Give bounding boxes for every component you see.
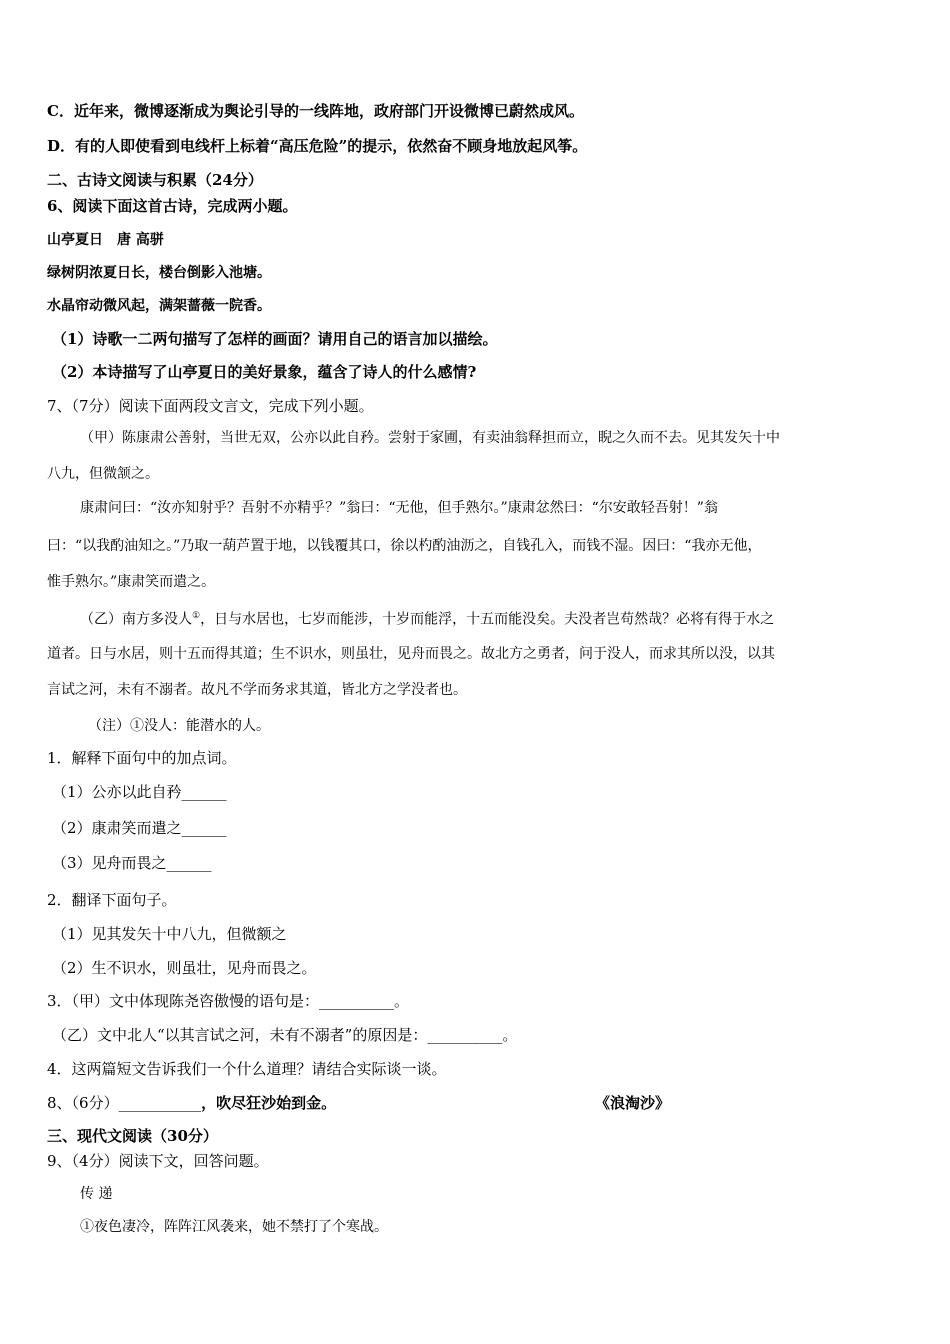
q6-prompt: 6、阅读下面这首古诗，完成两小题。	[47, 197, 298, 215]
q8-blank: ___________	[118, 1094, 202, 1112]
jia-p1-line-1: （甲）陈康肃公善射，当世无双，公亦以此自矜。尝射于家圃，有卖油翁释担而立，睨之久而不去。见其发矢十中	[80, 430, 780, 446]
jia-p2-line-3: 惟手熟尔。”康肃笑而遣之。	[47, 574, 216, 590]
yi-line-1-start: （乙）南方多没人	[80, 611, 192, 628]
q7-sub-2: 2．翻译下面句子。	[47, 891, 177, 909]
q7-sub-1: 1．解释下面句中的加点词。	[47, 749, 237, 767]
q7-sub-3b: （乙）文中北人“以其言试之河，未有不溺者”的原因是：__________。	[52, 1026, 518, 1044]
section-2-heading: 二、古诗文阅读与积累（24分）	[47, 171, 263, 189]
yi-line-1-rest: ，日与水居也，七岁而能涉，十岁而能浮，十五而能没矣。夫没者岂苟然哉？必将有得于水之	[200, 611, 775, 628]
q7-sub-2a: （1）见其发矢十中八九，但微额之	[52, 925, 287, 943]
poem-line-2: 水晶帘动微风起，满架蔷薇一院香。	[47, 298, 271, 314]
jia-p2-line-1: 康肃问曰：“汝亦知射乎？吾射不亦精乎？”翁曰：“无他，但手熟尔。”康肃忿然曰：“尔安敢轻吾射！”翁	[80, 500, 718, 516]
article-paragraph-1: ①夜色凄冷，阵阵江风袭来，她不禁打了个寒战。	[80, 1219, 388, 1235]
footnote-marker: ①	[192, 611, 201, 621]
article-title: 传 递	[80, 1186, 113, 1202]
q7-sub-3: 3．（甲）文中体现陈尧咨傲慢的语句是：__________。	[47, 992, 410, 1010]
q8-line	[47, 1093, 947, 1113]
q7-sub-1c: （3）见舟而畏之______	[52, 854, 212, 872]
jia-p2-line-2: 曰：“以我酌油知之。”乃取一葫芦置于地，以钱覆其口，徐以杓酌油沥之，自钱孔入，而钱不湿。因曰：“我亦无他，	[47, 538, 762, 554]
q7-sub-1b: （2）康肃笑而遣之______	[52, 819, 227, 837]
q8-source: 《浪淘沙》	[595, 1094, 671, 1112]
q9-prompt: 9、（4分）阅读下文，回答问题。	[47, 1152, 269, 1170]
q7-sub-2b: （2）生不识水，则虽壮，见舟而畏之。	[52, 959, 317, 977]
footnote: （注）①没人：能潜水的人。	[88, 718, 270, 734]
q8-prompt: 8、（6分）	[47, 1094, 119, 1112]
section-3-heading: 三、现代文阅读（30分）	[47, 1127, 218, 1145]
q7-sub-1a: （1）公亦以此自矜______	[52, 783, 227, 801]
option-d: D．有的人即使看到电线杆上标着“高压危险”的提示，依然奋不顾身地放起风筝。	[47, 137, 588, 155]
jia-p1-line-2: 八九，但微颔之。	[47, 466, 159, 482]
q8-verse: ，吹尽狂沙始到金。	[201, 1094, 337, 1112]
q7-prompt: 7、（7分）阅读下面两段文言文，完成下列小题。	[47, 397, 374, 415]
yi-line-1	[80, 606, 774, 630]
poem-line-1: 绿树阴浓夏日长，楼台倒影入池塘。	[47, 265, 271, 281]
q7-sub-4: 4．这两篇短文告诉我们一个什么道理？请结合实际谈一谈。	[47, 1060, 447, 1078]
yi-line-3: 言试之河，未有不溺者。故凡不学而务求其道，皆北方之学没者也。	[47, 682, 467, 698]
yi-line-2: 道者。日与水居，则十五而得其道；生不识水，则虽壮，见舟而畏之。故北方之勇者，问于没人，而求其所以没，以其	[47, 646, 775, 662]
q6-sub-2: （2）本诗描写了山亭夏日的美好景象，蕴含了诗人的什么感情?	[52, 363, 477, 381]
option-c: C．近年来，微博逐渐成为舆论引导的一线阵地，政府部门开设微博已蔚然成风。	[47, 102, 584, 120]
q6-sub-1: （1）诗歌一二两句描写了怎样的画面？请用自己的语言加以描绘。	[52, 330, 498, 348]
poem-title: 山亭夏日 唐 高骈	[47, 232, 164, 248]
